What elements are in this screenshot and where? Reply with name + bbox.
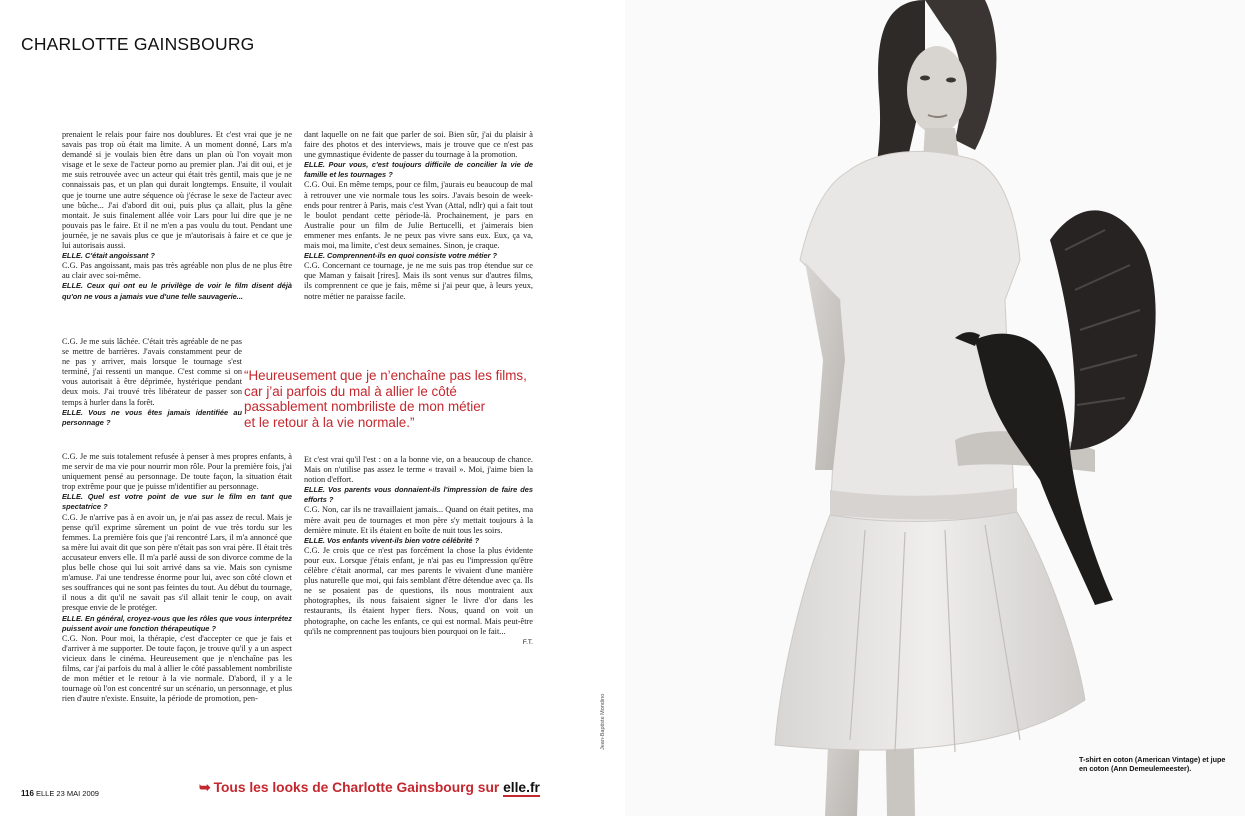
article-paragraph: Et c'est vrai qu'il l'est : on a la bonne vie, on a beaucoup de chance. Mais on n'utilise pas assez le terme « travail ». Moi, j'aime bien la notion d'effort. bbox=[304, 455, 533, 485]
pull-quote-line: passablement nombriliste de mon métier bbox=[244, 399, 486, 415]
article-paragraph: prenaient le relais pour faire nos doublures. Et c'est vrai que je ne savais pas trop où était ma limite. A un moment donné, Lars m'a demandé si je voulais bien être dans un plan où l'on voyait mon visage et le sexe de l'acteur porno au premier plan. J'ai dit oui, et je me suis retrouvée avec un acteur qui était très gentil, mais que je ne connaissais pas, et un plan qui durait longtemps. Ensuite, il voulait que je tourne une autre séquence où j'écrase le sexe de l'acteur avec une bûche... J'ai d'abord dit oui, puis plus ça allait, plus la gêne montait. Je suis finalement allée voir Lars pour lui dire que je ne pouvais pas le faire. Et il ne m'en a pas voulu du tout. Pendant une journée, je ne savais plus ce que je m'autorisais à faire et ce que je lui autorisais aussi. bbox=[62, 130, 292, 251]
article-paragraph: C.G. Pas angoissant, mais pas très agréable non plus de ne plus être au clair avec soi-même. bbox=[62, 261, 292, 281]
arrow-icon: ➥ bbox=[199, 780, 211, 795]
issue-date: ELLE 23 MAI 2009 bbox=[36, 789, 99, 798]
author-signature: F.T. bbox=[522, 638, 533, 646]
article-column-1-top bbox=[62, 130, 292, 302]
article-column-2-low bbox=[304, 455, 533, 648]
pull-quote-line: et le retour à la vie normale.” bbox=[244, 414, 415, 430]
pull-quote-line: “Heureusement que je n’enchaîne pas les films, bbox=[244, 368, 527, 383]
article-paragraph: dant laquelle on ne fait que parler de soi. Bien sûr, j'ai du plaisir à faire des photos et des interviews, mais je trouve que ce n'est pas une gymnastique évidente de passer du tournage à la promotion. bbox=[304, 130, 533, 160]
interview-question: ELLE. Comprennent-ils en quoi consiste votre métier ? bbox=[304, 251, 498, 261]
article-column-2-top bbox=[304, 130, 533, 302]
interview-question: ELLE. Ceux qui ont eu le privilège de voir le film disent déjà qu'on ne vous a jamais vue d'une telle sauvagerie... bbox=[62, 281, 292, 301]
face bbox=[907, 46, 967, 134]
article-column-1-low bbox=[62, 452, 292, 704]
article-paragraph: C.G. Je crois que ce n'est pas forcément la chose la plus évidente pour eux. Lorsque j'étais enfant, je n'ai pas eu l'impression qu'être célèbre c'était anormal, car mes parents le vivaient d'une manière plus naturelle que moi, qui fais semblant d'être détendue avec ça. Ils ne se posaient pas de questions, ils nous montraient aux photographes, ils nous faisaient signer le livre d'or dans les restaurants, ils étaient hyper fiers. Nous, quand on voit un photographe, on cache les enfants, ce qui est normal. Mais peut-être qu'ils ne comprennent pas toujours bien pourquoi on le fait... bbox=[304, 545, 533, 636]
interview-question: ELLE. Pour vous, c'est toujours difficile de concilier la vie de famille et les tournages ? bbox=[304, 160, 533, 180]
pull-quote bbox=[244, 368, 564, 430]
page-number: 116 bbox=[21, 789, 34, 798]
interview-question: ELLE. Quel est votre point de vue sur le film en tant que spectatrice ? bbox=[62, 492, 292, 512]
right-page bbox=[625, 0, 1245, 816]
interview-question: ELLE. Vos enfants vivent-ils bien votre célébrité ? bbox=[304, 535, 480, 545]
article-paragraph: C.G. Non. Pour moi, la thérapie, c'est d'accepter ce que je fais et d'arriver à me supporter. De toute façon, je trouve qu'il y a un aspect vicieux dans le cinéma. Heureusement que je n'enchaîne pas les films, car j'ai parfois du mal à allier le côté passablement nombriliste de mon métier et le retour à la vie normale. D'abord, il y a le tournage où l'on est concentré sur un scénario, un personnage, et plus rien d'autre n'existe. Ensuite, la période de promotion, pen- bbox=[62, 633, 292, 704]
eye-right bbox=[946, 78, 956, 83]
photo-credit: Jean-Baptiste Mondino bbox=[600, 693, 606, 750]
interview-question: ELLE. En général, croyez-vous que les rôles que vous interprétez puissent avoir une fonction thérapeutique ? bbox=[62, 613, 292, 633]
promo-link[interactable]: elle.fr bbox=[503, 780, 540, 795]
portrait-photo bbox=[625, 0, 1245, 816]
article-paragraph: C.G. Je me suis lâchée. C'était très agréable de ne pas se mettre de barrières. J'avais constamment peur de ne pas y arriver, mais lorsque le tournage s'est terminé, j'ai ressenti un manque. C'est comme si on vous autorisait à être déprimée, hystérique pendant deux mois. J'ai trouvé très libérateur de passer son temps à hurler dans la forêt. bbox=[62, 337, 242, 407]
article-paragraph: C.G. Je n'arrive pas à en avoir un, je n'ai pas assez de recul. Mais je pense qu'il exprime sûrement un point de vue très tordu sur les femmes. La première fois que j'ai rencontré Lars, il m'a annoncé que sa mère lui avait dit que son père n'était pas son vrai père. Il était très accusateur envers elle. Il m'a parlé aussi de son divorce comme de la plus belle chose qui lui soit arrivé dans sa vie. Mais son cynisme m'amuse. J'ai une tendresse énorme pour lui, avec son côté clown et ses souffrances qui ne sont pas feintes du tout. Au début du tournage, il nous a dit qu'il ne savait pas s'il allait tenir le coup, on avait presque envie de le protéger. bbox=[62, 512, 292, 613]
interview-question: ELLE. Vos parents vous donnaient-ils l'impression de faire des efforts ? bbox=[304, 485, 533, 505]
promo-text: Tous les looks de Charlotte Gainsbourg sur bbox=[213, 780, 504, 795]
article-paragraph: C.G. Non, car ils ne travaillaient jamais... Quand on était petites, ma mère avait peu de tournages et mon père s'y mettait toujours à la dernière minute. Et ils étaient en boîte de nuit tous les soirs. bbox=[304, 505, 533, 535]
promo-line bbox=[199, 780, 540, 796]
folio bbox=[21, 789, 99, 798]
interview-question: ELLE. C'était angoissant ? bbox=[62, 251, 155, 261]
eye-left bbox=[920, 76, 930, 81]
photo-caption: T-shirt en coton (American Vintage) et jupe en coton (Ann Demeulemeester). bbox=[1079, 755, 1226, 773]
interview-question: ELLE. Vous ne vous êtes jamais identifiée au personnage ? bbox=[62, 407, 242, 427]
article-paragraph: C.G. Concernant ce tournage, je ne me suis pas trop étendue sur ce que Maman y faisait [rires]. Mais ils sont venus sur d'autres films, ils comprennent ce que je fais, même si j'ai peur que, à leurs yeux, notre métier ne paraisse facile. bbox=[304, 261, 533, 301]
page-title: CHARLOTTE GAINSBOURG bbox=[21, 33, 255, 54]
pull-quote-line: car j’ai parfois du mal à allier le côté bbox=[244, 383, 457, 399]
article-paragraph: C.G. Je me suis totalement refusée à penser à mes propres enfants, à me servir de ma vie pour nourrir mon rôle. Pour la première fois, j'ai uniquement pensé au personnage. De toute façon, la situation était trop extrême pour que je puisse m'identifier au personnage. bbox=[62, 452, 292, 492]
article-paragraph: C.G. Oui. En même temps, pour ce film, j'aurais eu beaucoup de mal à retrouver une vie normale tous les soirs. J'avais besoin de week-ends pour rentrer à Paris, mais c'est Yvan (Attal, ndlr) qui a fait tout le boulot pendant cette période-là. Prochainement, je pars en Australie pour un film de Julie Bertucelli, et j'aimerais bien emmener mes enfants. Je ne peux pas vivre sans eux. Eux, ça va, mais moi, ma limite, c'est deux semaines. Sinon, je craque. bbox=[304, 180, 533, 251]
